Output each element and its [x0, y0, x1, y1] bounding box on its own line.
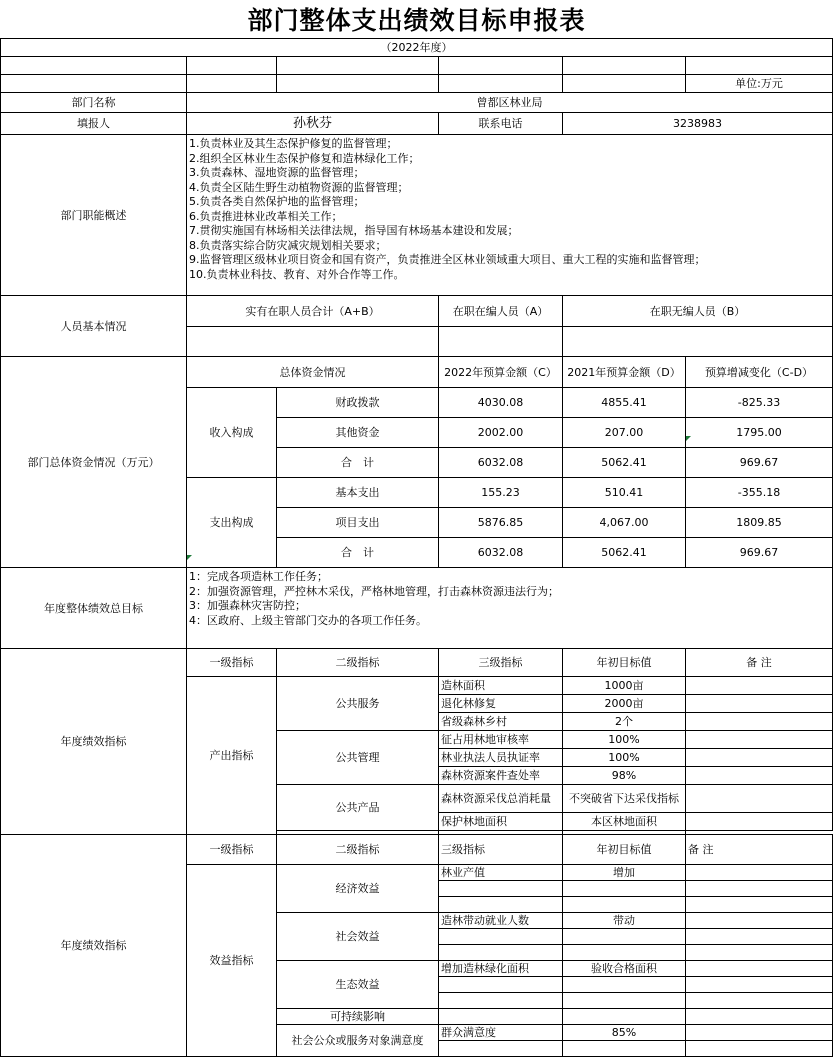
indicator-name: 森林资源采伐总消耗量 [439, 785, 563, 813]
indicator-name: 林业执法人员执证率 [439, 749, 563, 767]
fund-row-c: 6032.08 [439, 538, 563, 568]
function-item: 8.负责落实综合防灾减灾规划相关要求； [189, 238, 387, 252]
form-title: 部门整体支出绩效目标申报表 [247, 6, 586, 35]
group-economic: 经济效益 [277, 865, 439, 913]
phone-label: 联系电话 [439, 113, 563, 135]
form-table [0, 38, 833, 1057]
indicator-value: 85% [563, 1025, 686, 1041]
indicator-name: 森林资源案件查处率 [439, 767, 563, 785]
funds-d-header: 2021年预算金额（D） [563, 357, 686, 388]
income-label: 收入构成 [187, 388, 277, 478]
function-item: 9.监督管理区级林业项目资金和国有资产，负责推进全区林业领域重大项目、重大工程的实施和监督管理； [189, 253, 706, 266]
comment-marker-icon [686, 436, 691, 441]
goals-list [187, 568, 833, 649]
fund-row-d: 5062.41 [563, 538, 686, 568]
indicator-name: 保护林地面积 [439, 813, 563, 831]
fund-row-c: 5876.85 [439, 508, 563, 538]
perf1-h1: 一级指标 [187, 649, 277, 677]
indicator-value: 不突破省下达采伐指标 [563, 785, 686, 813]
staff-b-value [563, 327, 833, 357]
indicator-value: 验收合格面积 [563, 961, 686, 977]
goals-label: 年度整体绩效总目标 [1, 568, 187, 649]
fund-row-d: 4,067.00 [563, 508, 686, 538]
fund-row-d: 510.41 [563, 478, 686, 508]
perf1-label: 年度绩效指标 [1, 649, 187, 835]
indicator-value: 本区林地面积 [563, 813, 686, 831]
perf1-h2: 二级指标 [277, 649, 439, 677]
phone-value: 3238983 [563, 113, 833, 135]
fund-row-c: 155.23 [439, 478, 563, 508]
fund-row-name: 项目支出 [277, 508, 439, 538]
fund-row-name: 财政拨款 [277, 388, 439, 418]
fund-row-name: 合 计 [277, 538, 439, 568]
function-item: 2.组织全区林业生态保护修复和造林绿化工作； [189, 151, 420, 165]
fund-row-c: 6032.08 [439, 448, 563, 478]
perf1-h5: 备 注 [686, 649, 833, 677]
staff-total-value [187, 327, 439, 357]
perf1-h3: 三级指标 [439, 649, 563, 677]
perf2-h3: 三级指标 [439, 835, 563, 865]
function-item: 10.负责林业科技、教育、对外合作等工作。 [189, 267, 405, 281]
staff-a-value [439, 327, 563, 357]
benefit-indicator-label: 效益指标 [187, 865, 277, 1057]
fund-row-name: 合 计 [277, 448, 439, 478]
fund-row-d: 4855.41 [563, 388, 686, 418]
function-item: 4.负责全区陆生野生动植物资源的监督管理； [189, 180, 409, 194]
indicator-value: 2个 [563, 713, 686, 731]
goal-item: 3：加强森林灾害防控； [189, 599, 306, 612]
perf2-h1: 一级指标 [187, 835, 277, 865]
indicator-value: 1000亩 [563, 677, 686, 695]
function-item: 1.负责林业及其生态保护修复的监督管理； [189, 137, 398, 150]
indicator-name: 省级森林乡村 [439, 713, 563, 731]
group-sustainable: 可持续影响 [277, 1009, 439, 1025]
function-item: 3.负责森林、湿地资源的监督管理； [189, 166, 365, 179]
dept-name-label: 部门名称 [1, 93, 187, 113]
dept-name-value: 曾都区林业局 [187, 93, 833, 113]
fund-row-cd: 969.67 [686, 448, 833, 478]
goal-item: 1：完成各项造林工作任务； [189, 570, 328, 583]
funds-label: 部门总体资金情况（万元） [1, 357, 187, 568]
perf2-h5: 备 注 [686, 835, 833, 865]
staff-b-header: 在职无编人员（B） [563, 296, 833, 327]
funds-overall-header: 总体资金情况 [187, 357, 439, 388]
fund-row-cd: -355.18 [686, 478, 833, 508]
fund-row-name: 其他资金 [277, 418, 439, 448]
indicator-name: 造林带动就业人数 [439, 913, 563, 929]
function-item: 6.负责推进林业改革相关工作； [189, 209, 343, 223]
indicator-value: 98% [563, 767, 686, 785]
staff-total-header: 实有在职人员合计（A+B） [187, 296, 439, 327]
reporter-label: 填报人 [1, 113, 187, 135]
perf2-h2: 二级指标 [277, 835, 439, 865]
goal-item: 2：加强资源管理，严控林木采伐，严格林地管理，打击森林资源违法行为； [189, 584, 559, 598]
staff-a-header: 在职在编人员（A） [439, 296, 563, 327]
indicator-value: 2000亩 [563, 695, 686, 713]
fund-row-cd: 969.67 [686, 538, 833, 568]
fund-row-d: 207.00 [563, 418, 686, 448]
indicator-name: 造林面积 [439, 677, 563, 695]
fund-row-cd: -825.33 [686, 388, 833, 418]
fund-row-cd: 1795.00 [686, 418, 833, 448]
group-ecological: 生态效益 [277, 961, 439, 1009]
indicator-name: 增加造林绿化面积 [439, 961, 563, 977]
staff-label: 人员基本情况 [1, 296, 187, 357]
fund-row-c: 4030.08 [439, 388, 563, 418]
indicator-name: 林业产值 [439, 865, 563, 881]
fund-row-cd: 1809.85 [686, 508, 833, 538]
group-satisfaction: 社会公众或服务对象满意度 [277, 1025, 439, 1057]
fund-row-c: 2002.00 [439, 418, 563, 448]
group-social: 社会效益 [277, 913, 439, 961]
goal-item: 4：区政府、上级主管部门交办的各项工作任务。 [189, 613, 427, 627]
indicator-value: 增加 [563, 865, 686, 881]
funds-cd-header: 预算增减变化（C-D） [686, 357, 833, 388]
indicator-value: 100% [563, 731, 686, 749]
perf2-label: 年度绩效指标 [1, 835, 187, 1057]
indicator-value: 带动 [563, 913, 686, 929]
year-label: （2022年度） [1, 39, 833, 57]
function-item: 7.贯彻实施国有林场相关法律法规，指导国有林场基本建设和发展； [189, 224, 519, 237]
expense-label: 支出构成 [187, 478, 277, 568]
output-indicator-label: 产出指标 [187, 677, 277, 835]
fund-row-d: 5062.41 [563, 448, 686, 478]
comment-marker-icon [187, 555, 192, 560]
reporter-value: 孙秋芬 [187, 113, 439, 135]
group-public-product: 公共产品 [277, 785, 439, 831]
funds-c-header: 2022年预算金额（C） [439, 357, 563, 388]
functions-label: 部门职能概述 [1, 135, 187, 296]
perf2-h4: 年初目标值 [563, 835, 686, 865]
functions-list [187, 135, 833, 296]
fund-row-name: 基本支出 [277, 478, 439, 508]
indicator-name: 群众满意度 [439, 1025, 563, 1041]
perf1-h4: 年初目标值 [563, 649, 686, 677]
group-public-service: 公共服务 [277, 677, 439, 731]
indicator-name: 征占用林地审核率 [439, 731, 563, 749]
indicator-value: 100% [563, 749, 686, 767]
unit-label: 单位:万元 [686, 75, 833, 93]
group-public-management: 公共管理 [277, 731, 439, 785]
function-item: 5.负责各类自然保护地的监督管理； [189, 195, 365, 208]
indicator-name: 退化林修复 [439, 695, 563, 713]
